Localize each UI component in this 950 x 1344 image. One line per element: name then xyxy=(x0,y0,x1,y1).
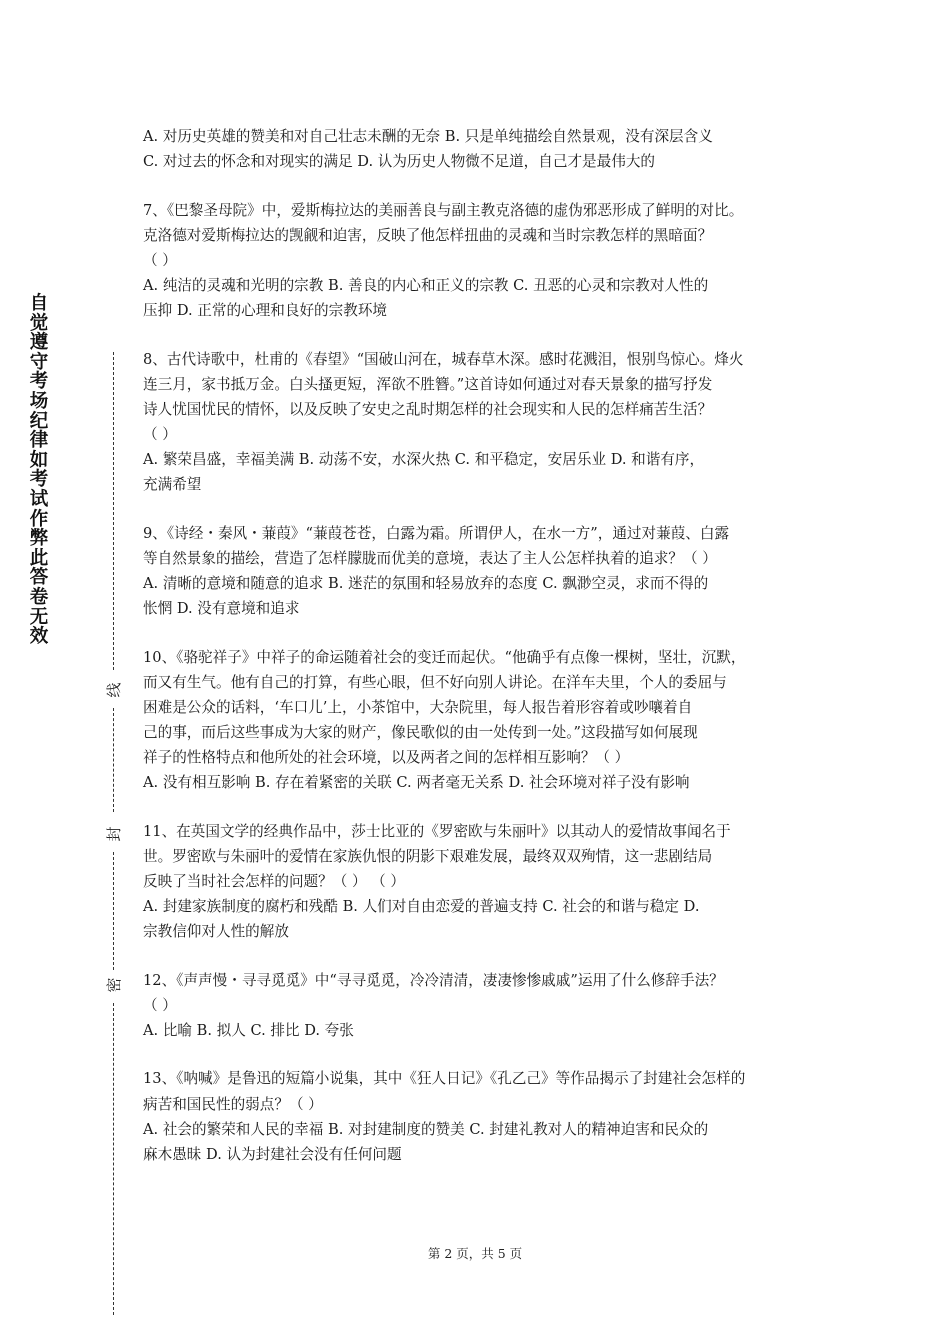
text-line: C. 对过去的怀念和对现实的满足 D. 认为历史人物微不足道，自己才是最伟大的 xyxy=(143,153,656,171)
binding-mark-seal: 封 xyxy=(105,826,123,842)
question-10 xyxy=(143,645,823,796)
question-content xyxy=(143,124,823,1190)
text-line: 13、《呐喊》是鲁迅的短篇小说集，其中《狂人日记》《孔乙己》等作品揭示了封建社会怎样的 xyxy=(143,1070,746,1088)
question-9 xyxy=(143,521,823,621)
text-line: A. 纯洁的灵魂和光明的宗教 B. 善良的内心和正义的宗教 C. 丑恶的心灵和宗教对人性的 xyxy=(143,276,709,294)
text-line: 世。罗密欧与朱丽叶的爱情在家族仇恨的阴影下艰难发展，最终双双殉情，这一悲剧结局 xyxy=(143,847,713,865)
text-line: 麻木愚昧 D. 认为封建社会没有任何问题 xyxy=(143,1145,402,1163)
text-line: 9、《诗经・秦风・蒹葭》“蒹葭苍苍，白露为霜。所谓伊人，在水一方”，通过对蒹葭、白露 xyxy=(143,524,730,542)
page-number-footer: 第 2 页，共 5 页 xyxy=(427,1246,523,1261)
text-line: 困难是公众的话料，‘车口儿’上，小茶馆中，大杂院里，每人报告着形容着或吵嚷着自 xyxy=(143,698,693,716)
question-12 xyxy=(143,968,823,1043)
text-line: 诗人忧国忧民的情怀，以及反映了安史之乱时期怎样的社会现实和人民的怎样痛苦生活？ xyxy=(143,400,713,418)
question-8 xyxy=(143,347,823,498)
text-line: 充满希望 xyxy=(143,476,202,494)
binding-dashed-line xyxy=(113,852,114,970)
text-line: 而又有生气。他有自己的打算，有些心眼，但不好向别人讲论。在洋车夫里，个人的委屈与 xyxy=(143,673,727,691)
text-line: A. 清晰的意境和随意的追求 B. 迷茫的氛围和轻易放弃的态度 C. 飘渺空灵，求而不得的 xyxy=(143,574,709,592)
question-13 xyxy=(143,1066,823,1166)
text-line: 8、古代诗歌中，杜甫的《春望》“国破山河在，城春草木深。感时花溅泪，恨别鸟惊心。烽火 xyxy=(143,350,744,368)
text-line: 7、《巴黎圣母院》中，爱斯梅拉达的美丽善良与副主教克洛德的虚伪邪恶形成了鲜明的对比。 xyxy=(143,201,744,219)
binding-dashed-line xyxy=(113,352,114,670)
text-line: 10、《骆驼祥子》中祥子的命运随着社会的变迁而起伏。“他确乎有点像一棵树，坚壮，沉默， xyxy=(143,648,746,666)
binding-dashed-line xyxy=(113,708,114,812)
text-line: A. 社会的繁荣和人民的幸福 B. 对封建制度的赞美 C. 封建礼教对人的精神迫害和民众的 xyxy=(143,1120,709,1138)
text-line: 等自然景象的描绘，营造了怎样朦胧而优美的意境，表达了主人公怎样执着的追求？（ ） xyxy=(143,549,717,567)
text-line: A. 没有相互影响 B. 存在着紧密的关联 C. 两者毫无关系 D. 社会环境对祥子没有影响 xyxy=(143,774,690,792)
binding-mark-secret: 密 xyxy=(105,977,123,993)
text-line: 12、《声声慢・寻寻觅觅》中“寻寻觅觅，冷冷清清，凄凄惨惨戚戚”运用了什么修辞手法？ xyxy=(143,971,724,989)
text-line: 11、在英国文学的经典作品中，莎士比亚的《罗密欧与朱丽叶》以其动人的爱情故事闻名于 xyxy=(143,822,731,840)
text-line: 病苦和国民性的弱点？（ ） xyxy=(143,1095,323,1113)
question-6-options xyxy=(143,124,823,174)
question-7 xyxy=(143,198,823,323)
text-line: A. 繁荣昌盛，幸福美满 B. 动荡不安，水深火热 C. 和平稳定，安居乐业 D. 和谐有序， xyxy=(143,451,705,469)
binding-mark-line: 线 xyxy=(105,682,123,698)
text-line: （ ） xyxy=(143,996,177,1014)
text-line: 宗教信仰对人性的解放 xyxy=(143,923,289,941)
text-line: 怅惘 D. 没有意境和追求 xyxy=(143,600,300,617)
text-line: （ ） xyxy=(143,425,177,443)
text-line: （ ） xyxy=(143,251,177,269)
text-line: 反映了当时社会怎样的问题？（ ） （ ） xyxy=(143,872,406,890)
text-line: 祥子的性格特点和他所处的社会环境，以及两者之间的怎样相互影响？（ ） xyxy=(143,748,630,766)
binding-dashed-line xyxy=(113,1003,114,1315)
text-line: 克洛德对爱斯梅拉达的觊觎和迫害，反映了他怎样扭曲的灵魂和当时宗教怎样的黑暗面？ xyxy=(143,226,713,244)
text-line: A. 封建家族制度的腐朽和残酷 B. 人们对自由恋爱的普遍支持 C. 社会的和谐与稳定 D. xyxy=(143,897,700,915)
text-line: 连三月，家书抵万金。白头搔更短，浑欲不胜簪。”这首诗如何通过对春天景象的描写抒发 xyxy=(143,375,713,393)
question-11 xyxy=(143,819,823,944)
text-line: 己的事，而后这些事成为大家的财产，像民歌似的由一处传到一处。”这段描写如何展现 xyxy=(143,723,698,741)
text-line: A. 比喻 B. 拟人 C. 排比 D. 夸张 xyxy=(143,1021,354,1039)
text-line: 压抑 D. 正常的心理和良好的宗教环境 xyxy=(143,302,388,320)
exam-discipline-notice: 自觉遵守考场纪律如考试作弊此答卷无效 xyxy=(29,293,49,648)
text-line: A. 对历史英雄的赞美和对自己壮志未酬的无奈 B. 只是单纯描绘自然景观，没有深层含义 xyxy=(143,128,713,145)
